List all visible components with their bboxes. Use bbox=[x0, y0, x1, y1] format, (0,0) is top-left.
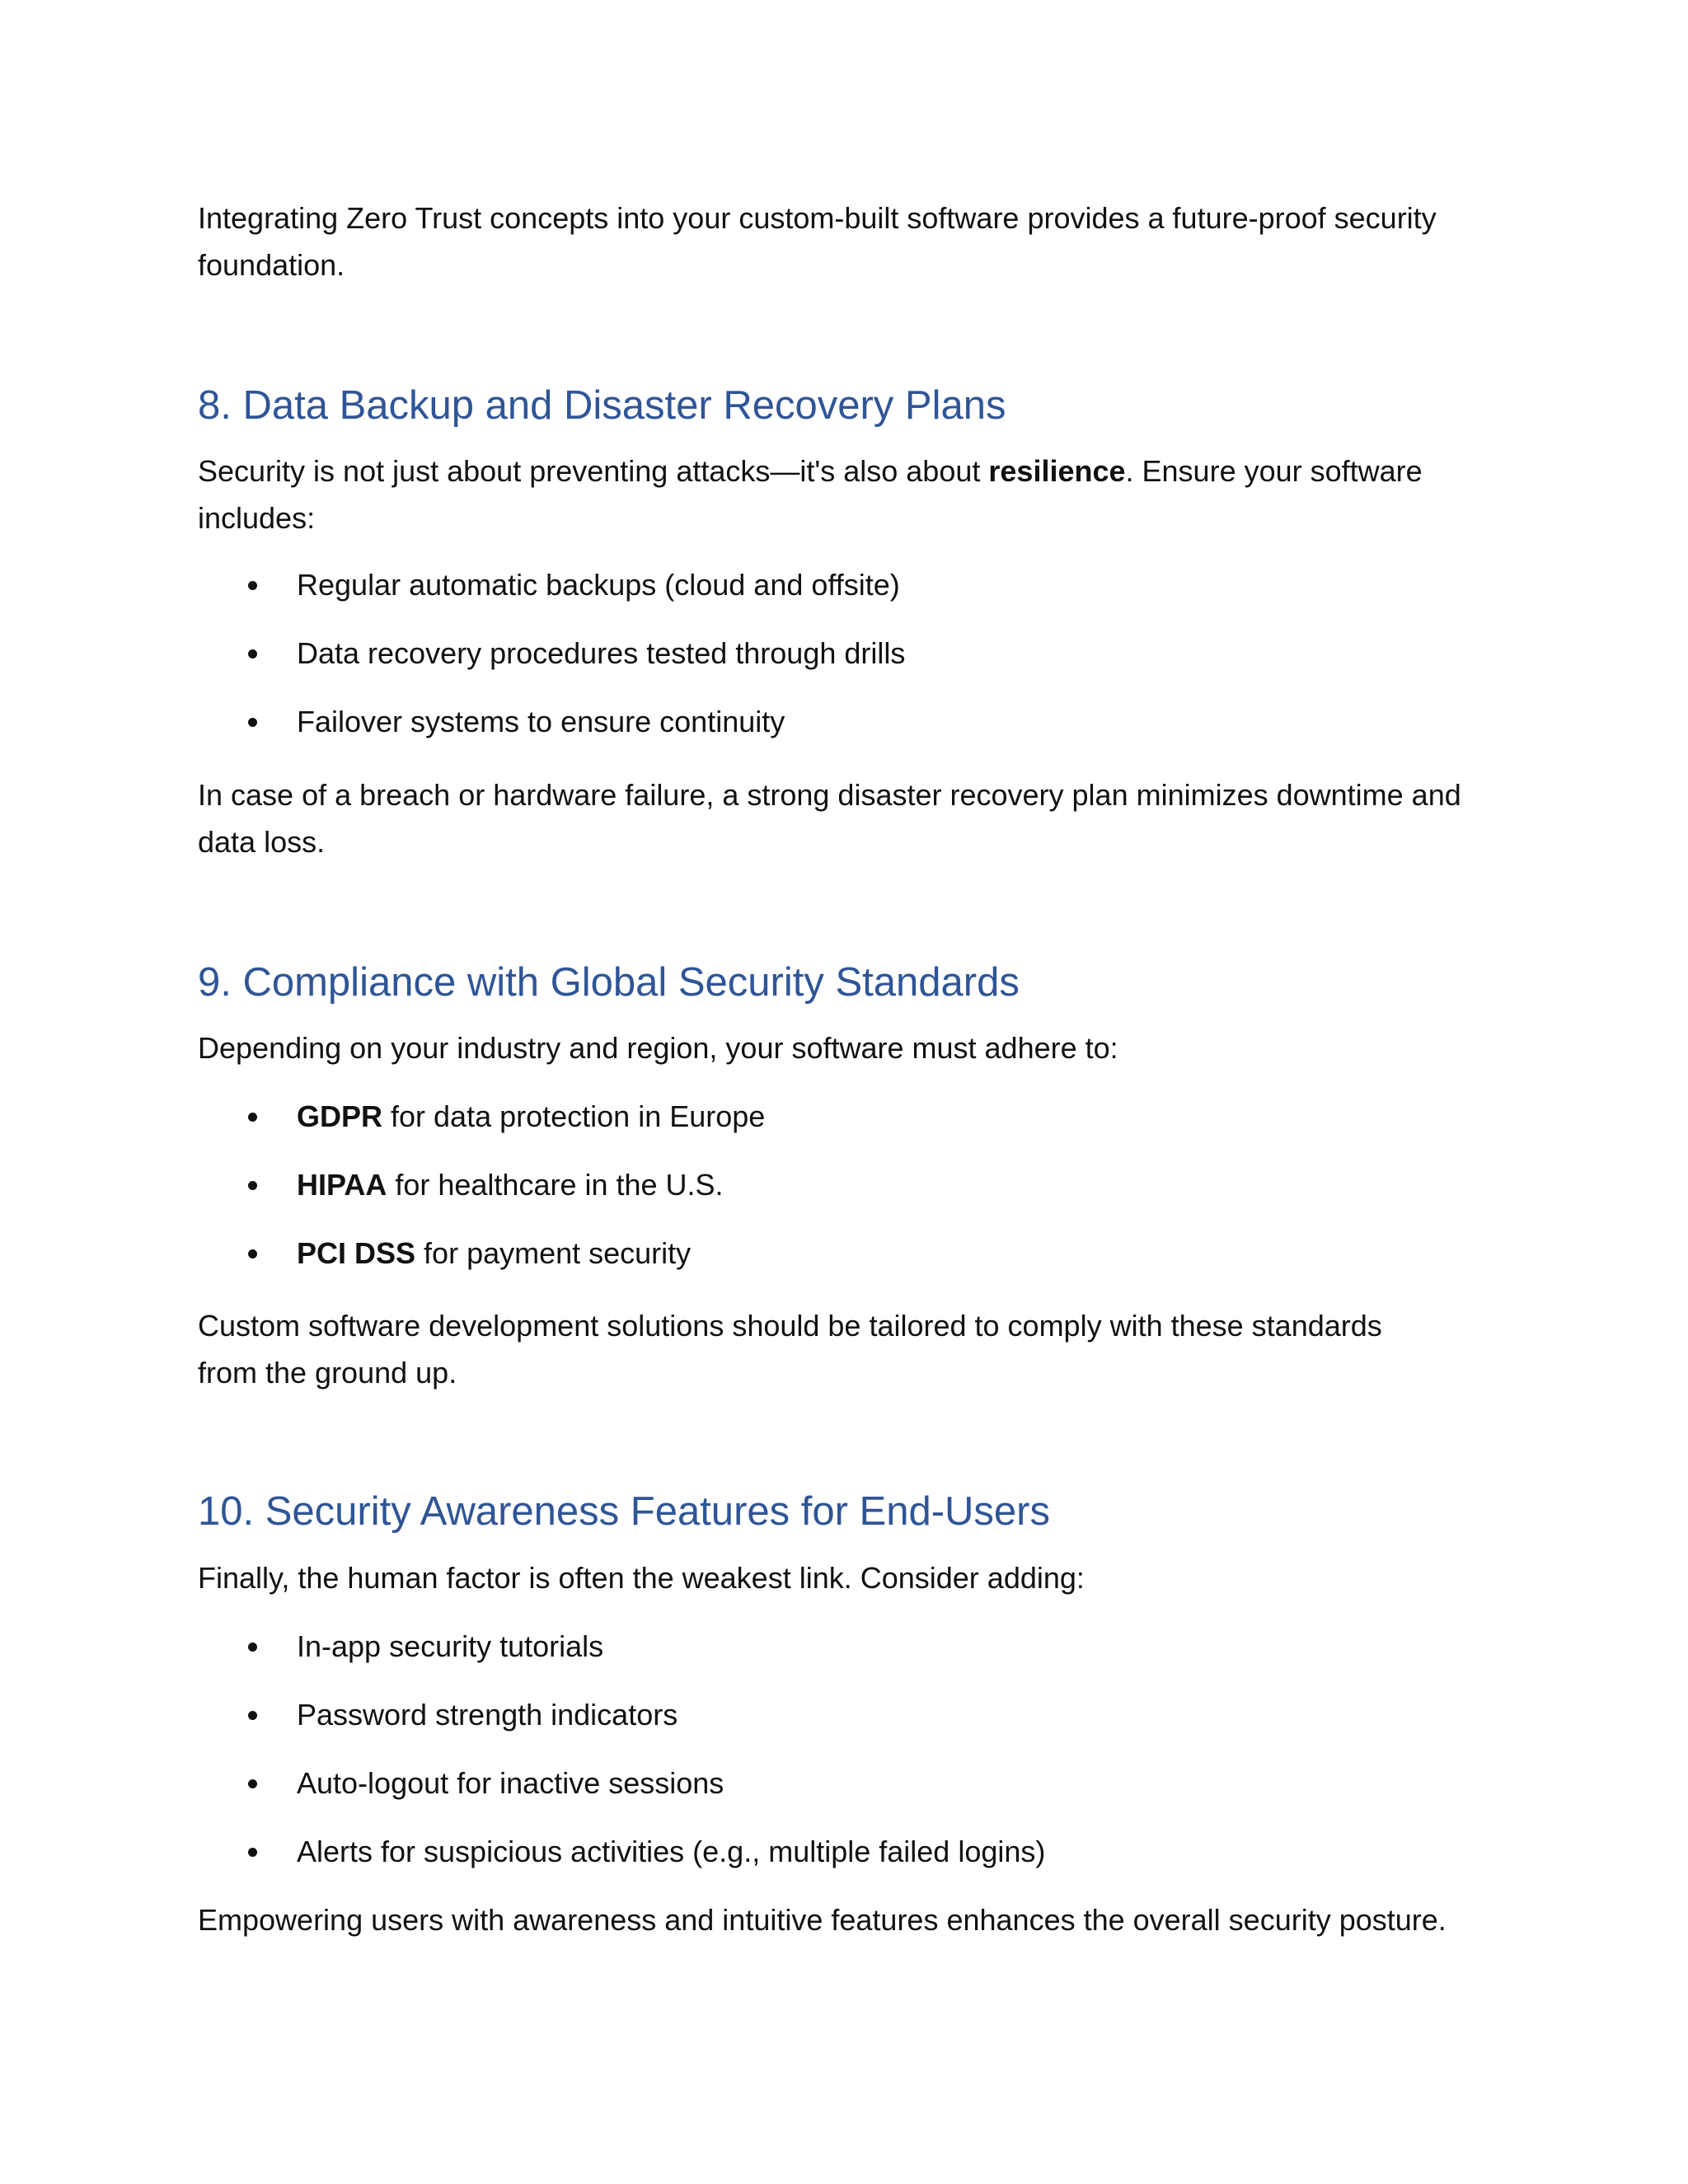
list-item-text: Data recovery procedures tested through drills bbox=[297, 636, 906, 670]
section-8-closing-line-1: In case of a breach or hardware failure, a strong disaster recovery plan minimizes downtime and bbox=[198, 778, 1461, 812]
section-8-closing-line-2: data loss. bbox=[198, 825, 326, 859]
intro-line-1: Integrating Zero Trust concepts into your custom-built software provides a future-proof security bbox=[198, 201, 1437, 235]
section-8-heading: 8. Data Backup and Disaster Recovery Plans bbox=[198, 383, 1006, 428]
section-8-intro bbox=[198, 448, 1500, 541]
section-8-intro-text-end: . Ensure your software bbox=[1125, 454, 1423, 488]
section-8-intro-line-2: includes: bbox=[198, 501, 316, 535]
bullet-icon bbox=[248, 1779, 257, 1788]
list-item-text bbox=[297, 1093, 765, 1140]
section-9-intro: Depending on your industry and region, your software must adhere to: bbox=[198, 1031, 1118, 1065]
section-8-intro-bold: resilience bbox=[988, 454, 1126, 488]
section-9-heading: 9. Compliance with Global Security Standards bbox=[198, 960, 1020, 1005]
list-item-text: Failover systems to ensure continuity bbox=[297, 705, 785, 738]
section-10-heading: 10. Security Awareness Features for End-Users bbox=[198, 1489, 1051, 1534]
bullet-icon bbox=[248, 1181, 257, 1190]
list-item-text: Auto-logout for inactive sessions bbox=[297, 1766, 724, 1800]
standard-description: for payment security bbox=[415, 1236, 692, 1270]
section-9-closing-line-1: Custom software development solutions should be tailored to comply with these standards bbox=[198, 1309, 1382, 1343]
bullet-icon bbox=[248, 581, 257, 590]
bullet-icon bbox=[248, 649, 257, 658]
list-item-text: In-app security tutorials bbox=[297, 1629, 604, 1663]
list-item-text: Regular automatic backups (cloud and offsite) bbox=[297, 568, 900, 602]
bullet-icon bbox=[248, 1113, 257, 1122]
standard-description: for data protection in Europe bbox=[382, 1099, 766, 1133]
standard-name: PCI DSS bbox=[297, 1236, 416, 1270]
intro-line-2: foundation. bbox=[198, 248, 345, 282]
standard-description: for healthcare in the U.S. bbox=[387, 1168, 724, 1202]
bullet-icon bbox=[248, 1249, 257, 1258]
list-item-text bbox=[297, 1230, 691, 1277]
standard-name: HIPAA bbox=[297, 1168, 387, 1202]
bullet-icon bbox=[248, 1643, 257, 1652]
list-item-text: Alerts for suspicious activities (e.g., multiple failed logins) bbox=[297, 1835, 1046, 1868]
list-item-text bbox=[297, 1161, 724, 1208]
section-8-closing bbox=[198, 771, 1500, 865]
section-9-closing bbox=[198, 1302, 1500, 1396]
section-9-closing-line-2: from the ground up. bbox=[198, 1356, 457, 1390]
intro-paragraph bbox=[198, 194, 1500, 288]
section-10-closing: Empowering users with awareness and intuitive features enhances the overall security posture. bbox=[198, 1903, 1447, 1937]
section-10-intro: Finally, the human factor is often the weakest link. Consider adding: bbox=[198, 1561, 1085, 1595]
section-8-intro-text: Security is not just about preventing attacks—it's also about bbox=[198, 454, 989, 488]
list-item-text: Password strength indicators bbox=[297, 1698, 678, 1732]
bullet-icon bbox=[248, 1711, 257, 1720]
bullet-icon bbox=[248, 718, 257, 727]
standard-name: GDPR bbox=[297, 1099, 383, 1133]
bullet-icon bbox=[248, 1848, 257, 1857]
